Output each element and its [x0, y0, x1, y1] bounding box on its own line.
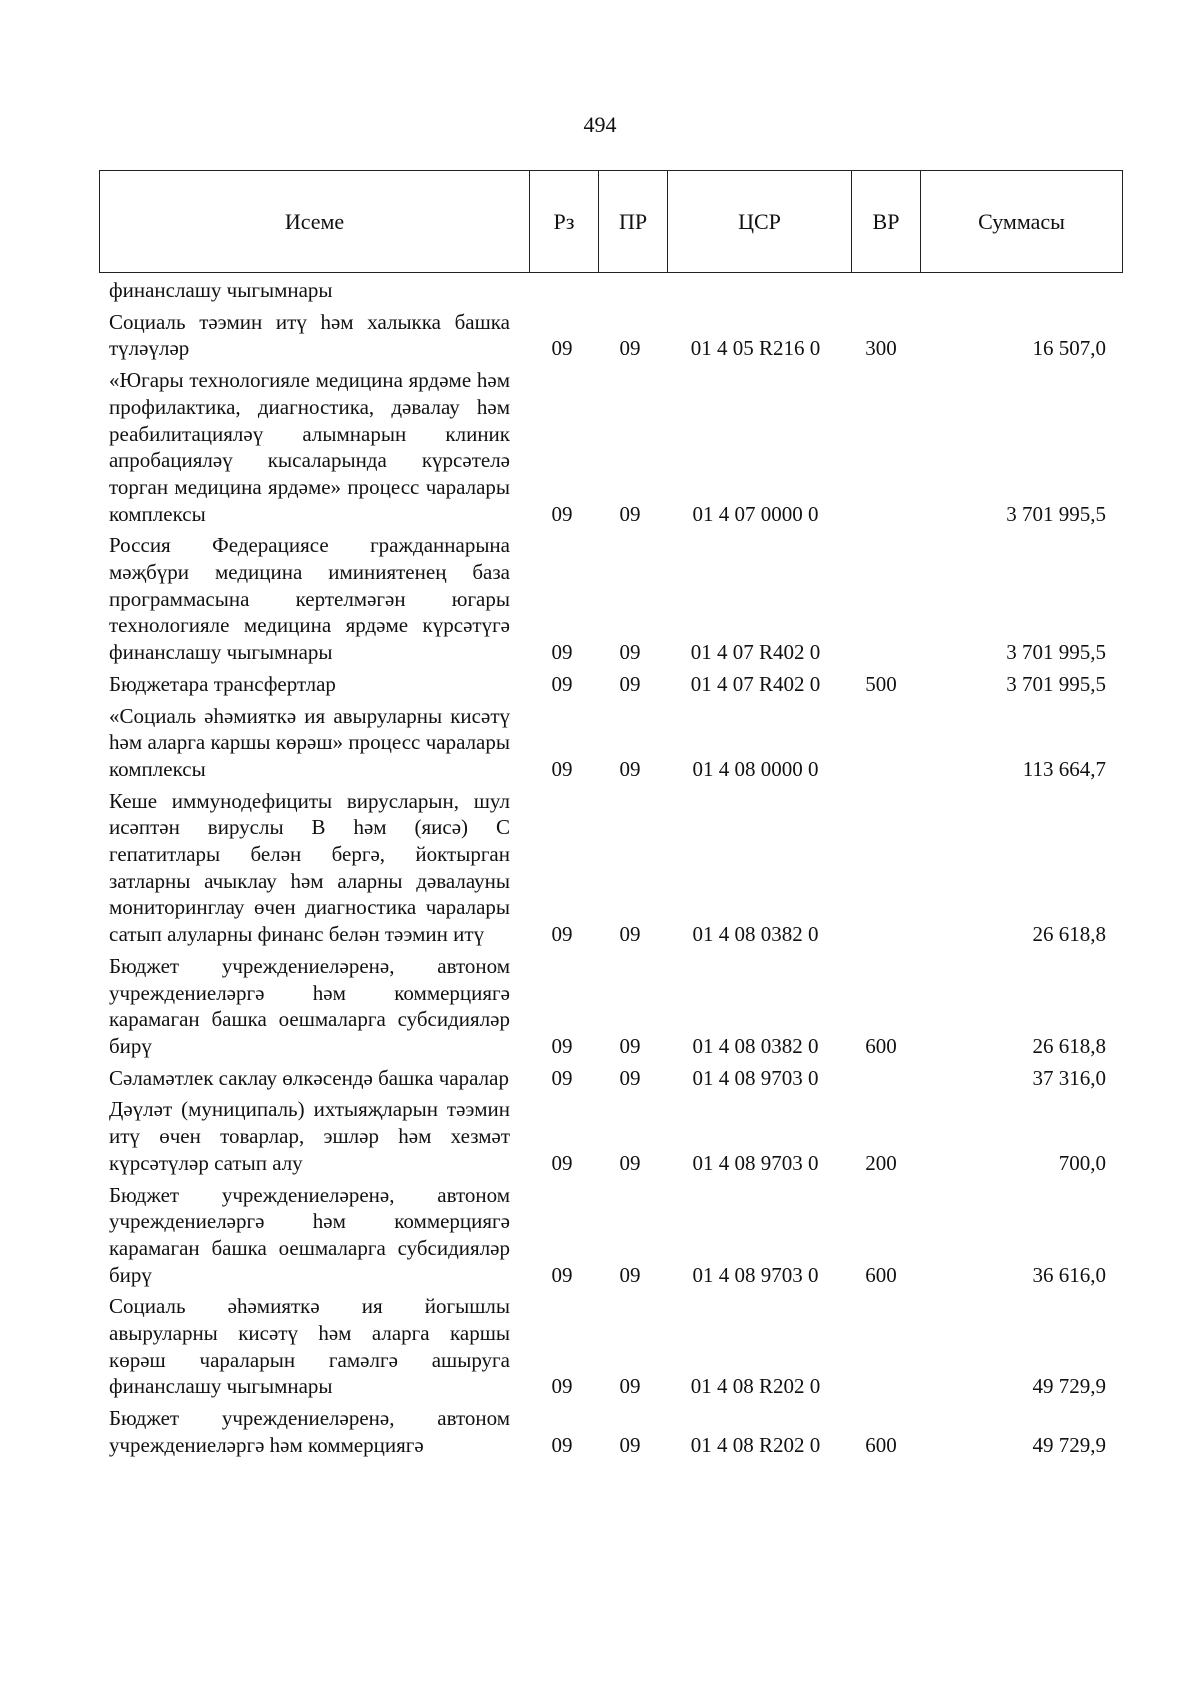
row-pr: 09	[619, 336, 641, 361]
row-vr: 200	[865, 1150, 897, 1175]
header-row	[100, 171, 1123, 273]
row-name: Социаль тәэмин итү һәм халыкка башка түләүләр	[109, 309, 510, 361]
row-sum: 16 507,0	[1032, 336, 1106, 361]
row-csr: 01 4 05 R216 0	[690, 336, 821, 361]
row-csr: 01 4 07 R402 0	[690, 640, 821, 665]
row-csr: 01 4 08 0000 0	[692, 756, 819, 781]
row-csr: 01 4 08 9703 0	[692, 1065, 819, 1090]
row-csr: 01 4 08 R202 0	[690, 1374, 821, 1399]
row-rz: 09	[551, 756, 573, 781]
table-row	[99, 788, 1116, 948]
row-sum: 3 701 995,5	[1006, 671, 1106, 696]
row-name: «Социаль әһәмияткә ия авыруларны кисәтү һәм аларга каршы көрәш» процесс чаралары комплексы	[109, 703, 510, 781]
row-rz: 09	[551, 1432, 573, 1457]
table-row	[99, 1405, 1116, 1458]
header-sum: Суммасы	[921, 171, 1123, 273]
row-name: Социаль әһәмияткә ия йогышлы авыруларны кисәтү һәм аларга каршы көрәш чараларын гамәлгә ашыруга финанслашу чыгымнары	[109, 1294, 510, 1399]
row-sum: 3 701 995,5	[1006, 640, 1106, 665]
row-name: «Югары технологияле медицина ярдәме һәм профилактика, диагностика, дәвалау һәм реабилитацияләү алымнарын клиник апробацияләү кысаларында күрсәтелә торган медицина ярдәме» процесс чаралары комплексы	[109, 368, 510, 526]
header-rz: Рз	[530, 171, 599, 273]
row-pr: 09	[619, 671, 641, 696]
row-sum: 3 701 995,5	[1006, 501, 1106, 526]
row-pr: 09	[619, 1033, 641, 1058]
row-pr: 09	[619, 640, 641, 665]
row-csr: 01 4 08 9703 0	[692, 1150, 819, 1175]
row-csr: 01 4 07 0000 0	[692, 501, 819, 526]
row-vr: 600	[865, 1033, 897, 1058]
table-row	[99, 367, 1116, 527]
table-row	[99, 703, 1116, 783]
row-rz: 09	[551, 336, 573, 361]
table-row	[99, 1096, 1116, 1176]
table-row	[99, 1065, 1116, 1092]
table-row	[99, 277, 1116, 304]
header-pr: ПР	[599, 171, 668, 273]
row-sum: 113 664,7	[1022, 756, 1106, 781]
row-pr: 09	[619, 922, 641, 947]
row-sum: 49 729,9	[1032, 1432, 1106, 1457]
row-name: Сәламәтлек саклау өлкәсендә башка чаралар	[109, 1065, 509, 1090]
table-body	[99, 277, 1116, 1464]
row-rz: 09	[551, 1065, 573, 1090]
row-name: финанслашу чыгымнары	[109, 278, 333, 302]
row-name: Дәүләт (муниципаль) ихтыяҗларын тәэмин итү өчен товарлар, эшләр һәм хезмәт күрсәтүләр сатып алу	[109, 1097, 510, 1175]
row-sum: 26 618,8	[1032, 1033, 1106, 1058]
row-name: Бюджет учреждениеләренә, автоном учреждениеләргә һәм коммерциягә карамаган башка оешмаларга субсидияләр бирү	[109, 1182, 510, 1287]
table-row	[99, 532, 1116, 666]
table-row	[99, 671, 1116, 698]
row-rz: 09	[551, 922, 573, 947]
row-vr: 300	[865, 336, 897, 361]
row-vr: 600	[865, 1262, 897, 1287]
row-rz: 09	[551, 1150, 573, 1175]
table-row	[99, 1293, 1116, 1400]
row-pr: 09	[619, 1374, 641, 1399]
row-sum: 37 316,0	[1032, 1065, 1106, 1090]
table-row	[99, 309, 1116, 362]
row-pr: 09	[619, 756, 641, 781]
row-csr: 01 4 08 0382 0	[692, 1033, 819, 1058]
row-name: Кеше иммунодефициты вирусларын, шул исәптән вируслы В һәм (яисә) С гепатитлары белән бергә, йоктырган затларны ачыклау һәм аларны дәвалауны мониторинглау өчен диагностика чаралары сатып алуларны финанс белән тәэмин итү	[109, 788, 510, 947]
row-rz: 09	[551, 1262, 573, 1287]
row-rz: 09	[551, 640, 573, 665]
row-sum: 700,0	[1058, 1150, 1106, 1175]
row-sum: 49 729,9	[1032, 1374, 1106, 1399]
row-csr: 01 4 08 0382 0	[692, 922, 819, 947]
table-row	[99, 1182, 1116, 1289]
header-name: Исеме	[100, 171, 530, 273]
row-csr: 01 4 08 9703 0	[692, 1262, 819, 1287]
table-header	[99, 170, 1123, 273]
row-rz: 09	[551, 671, 573, 696]
row-rz: 09	[551, 1033, 573, 1058]
row-rz: 09	[551, 1374, 573, 1399]
row-pr: 09	[619, 1065, 641, 1090]
row-csr: 01 4 07 R402 0	[690, 671, 821, 696]
row-name: Бюджетара трансфертлар	[109, 671, 336, 696]
table-row	[99, 953, 1116, 1060]
row-rz: 09	[551, 501, 573, 526]
row-name: Бюджет учреждениеләренә, автоном учреждениеләргә һәм коммерциягә карамаган башка оешмаларга субсидияләр бирү	[109, 953, 510, 1058]
header-csr: ЦСР	[668, 171, 852, 273]
row-csr: 01 4 08 R202 0	[690, 1432, 821, 1457]
page-number: 494	[583, 112, 617, 137]
row-pr: 09	[619, 501, 641, 526]
row-name: Россия Федерациясе гражданнарына мәҗбүри медицина иминиятенең база программасына кертелмәгән югары технологияле медицина ярдәме күрсәтүгә финанслашу чыгымнары	[109, 533, 510, 665]
row-vr: 500	[865, 671, 897, 696]
row-pr: 09	[619, 1262, 641, 1287]
row-sum: 26 618,8	[1032, 922, 1106, 947]
row-pr: 09	[619, 1150, 641, 1175]
row-name: Бюджет учреждениеләренә, автоном учреждениеләргә һәм коммерциягә	[109, 1406, 510, 1457]
row-sum: 36 616,0	[1032, 1262, 1106, 1287]
row-vr: 600	[865, 1432, 897, 1457]
header-vr: ВР	[852, 171, 921, 273]
row-pr: 09	[619, 1432, 641, 1457]
